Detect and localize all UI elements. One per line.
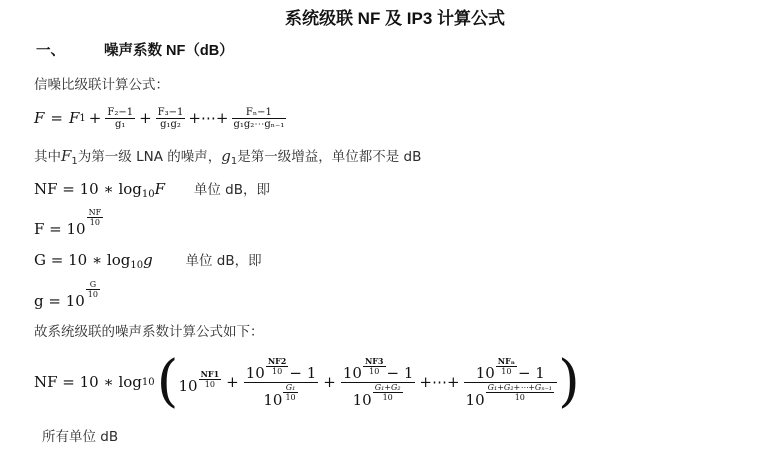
formula-F-term3-den: g₁g₂ — [156, 118, 186, 130]
G-eq-unit: 单位 dB，即 — [185, 253, 262, 269]
cascade-tn-num-exp-num: NFₙ — [497, 355, 515, 366]
left-paren: ( — [156, 349, 179, 414]
G-eq-var: g — [143, 251, 153, 269]
formula-F-termn-den: g₁g₂⋯gₙ₋₁ — [233, 118, 285, 130]
cascade-tn-den — [464, 382, 557, 409]
intro-text: 信噪比级联计算公式： — [34, 77, 169, 93]
formula-F-term2 — [105, 107, 135, 130]
G-eq-sub: 10 — [130, 260, 144, 271]
cascade-term1 — [178, 369, 222, 395]
cascade-tn-num-exp-den: 10 — [496, 366, 517, 376]
cascade-t3-den-base: 10 — [352, 390, 372, 409]
g-eq-exp-den: 10 — [87, 290, 98, 299]
nf-eq-sub: 10 — [141, 189, 155, 200]
formula-F-termn — [232, 107, 287, 130]
cascade-plus-1: + — [226, 373, 239, 391]
cascade-termn — [464, 356, 557, 409]
cascade-t1-base: 10 — [178, 377, 198, 395]
cascade-t3-num-exp-num: NF3 — [364, 355, 384, 366]
formula-F-term3-num: F₃−1 — [157, 106, 184, 118]
G-equation — [34, 249, 262, 271]
cascade-t3-den — [341, 382, 416, 409]
cascade-t3-num-exp — [363, 356, 386, 376]
cascade-term2 — [244, 356, 319, 409]
formula-F-plus-1: + — [88, 109, 102, 127]
F-eq-exp-den: 10 — [87, 217, 104, 227]
cascade-t2-den-exp-den: 10 — [285, 392, 296, 402]
F-equation — [34, 208, 104, 238]
F-eq-lhs: F = 10 — [34, 220, 86, 238]
F-eq-exp-num: NF — [88, 208, 102, 217]
formula-F-plus-2: + — [139, 109, 152, 127]
cascade-t3-den-exp-den: 10 — [373, 392, 403, 402]
note-prefix: 其中 — [34, 149, 61, 165]
note-mid: 为第一级 LNA 的噪声， — [77, 149, 222, 165]
cascade-t3-num-exp-den: 10 — [363, 366, 386, 376]
note-f1-sub: 1 — [71, 156, 78, 167]
cascade-t2-den — [244, 382, 319, 409]
formula-F-term2-den: g₁ — [105, 118, 135, 130]
note-line — [34, 145, 421, 167]
formula-F-eq: = — [50, 109, 63, 127]
formula-F-lhs: F — [34, 109, 45, 127]
cascade-tn-num-tail: − 1 — [517, 363, 545, 382]
cascade-t2-den-exp-num: G₁ — [285, 382, 296, 392]
cascade-formula — [34, 348, 580, 416]
cascade-t2-num-exp — [266, 356, 289, 376]
formula-F-f1-sub: 1 — [79, 112, 86, 124]
formula-F-dots: +⋯+ — [188, 109, 229, 127]
G-eq-lhs: G = 10 ∗ log — [34, 251, 131, 269]
note-g1-sub: 1 — [230, 156, 238, 167]
g-eq-lhs: g = 10 — [34, 292, 85, 310]
cascade-t2-num — [244, 356, 319, 382]
cascade-intro: 故系统级联的噪声系数计算公式如下： — [34, 324, 264, 340]
section-heading: 噪声系数 NF（dB） — [104, 43, 234, 59]
cascade-t3-num-tail: − 1 — [386, 363, 414, 382]
cascade-t2-num-base: 10 — [245, 363, 265, 382]
note-f1: F — [61, 147, 72, 165]
section-number: 一、 — [36, 43, 65, 59]
cascade-tn-den-exp-num: G₁+G₂+⋯+Gₙ₋₁ — [487, 382, 552, 392]
cascade-t3-den-exp-num: G₁+G₂ — [374, 382, 401, 392]
formula-F-f1: F — [69, 109, 80, 127]
cascade-t1-exp-num: NF1 — [200, 369, 220, 379]
cascade-term3 — [341, 356, 416, 409]
cascade-t3-num — [341, 356, 416, 382]
right-paren: ) — [558, 349, 580, 414]
F-eq-exponent — [87, 208, 104, 227]
g-eq-exp-num: G — [89, 280, 97, 289]
cascade-tn-den-exp-den: 10 — [486, 392, 554, 402]
page-title: 系统级联 NF 及 IP3 计算公式 — [284, 9, 506, 28]
cascade-t2-num-exp-den: 10 — [266, 366, 289, 376]
nf-eq-lhs: NF = 10 ∗ log — [34, 180, 142, 198]
cascade-t2-den-exp — [283, 383, 297, 402]
cascade-t1-exp — [199, 369, 222, 389]
units-footer: 所有单位 dB — [42, 429, 119, 445]
cascade-plus-2: + — [323, 373, 336, 391]
nf-equation — [34, 178, 270, 200]
cascade-dots: +⋯+ — [419, 373, 460, 391]
cascade-t3-den-exp — [373, 383, 403, 402]
formula-F-term2-num: F₂−1 — [107, 106, 134, 118]
g-equation — [34, 280, 101, 310]
cascade-t1-exp-den: 10 — [199, 379, 222, 389]
g-eq-exponent — [86, 280, 100, 299]
note-suffix: 是第一级增益，单位都不是 dB — [237, 149, 422, 165]
cascade-t3-num-base: 10 — [342, 363, 362, 382]
formula-F-termn-num: Fₙ−1 — [245, 106, 272, 118]
formula-F-term3 — [156, 107, 186, 130]
cascade-t2-num-exp-num: NF2 — [267, 355, 287, 366]
nf-eq-unit: 单位 dB，即 — [193, 182, 270, 198]
nf-eq-var: F — [154, 180, 166, 198]
cascade-tn-den-exp — [486, 383, 554, 402]
cascade-lhs-sub: 10 — [141, 376, 155, 388]
cascade-t2-num-tail: − 1 — [289, 363, 317, 382]
cascade-tn-num-exp — [496, 356, 517, 376]
cascade-t2-den-base: 10 — [263, 390, 283, 409]
cascade-tn-num-base: 10 — [475, 363, 495, 382]
cascade-tn-num — [464, 356, 557, 382]
note-g1: g — [221, 147, 231, 165]
formula-F — [34, 100, 287, 136]
cascade-lhs: NF = 10 ∗ log — [34, 373, 142, 391]
cascade-tn-den-base: 10 — [465, 390, 485, 409]
